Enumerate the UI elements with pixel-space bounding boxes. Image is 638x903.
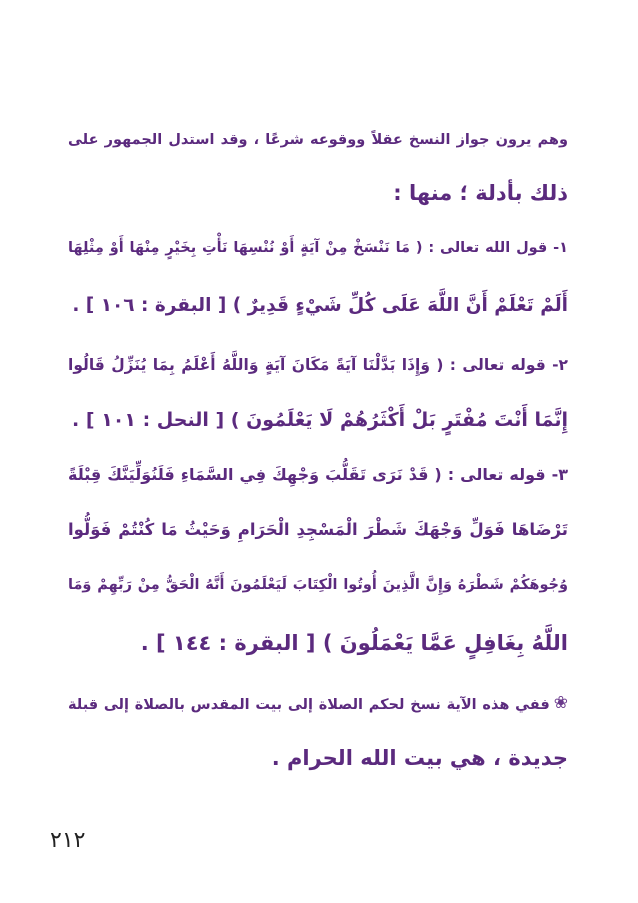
- text-line-8: تَرْضَاهَا فَوَلِّ وَجْهَكَ شَطْرَ الْمَسْجِدِ الْحَرَامِ وَحَيْثُ مَا كُنْتُمْ فَوَلُّوا: [68, 520, 568, 539]
- text-line-7: ٣- قوله تعالى : ( قَدْ نَرَى تَقَلُّبَ وَجْهِكَ فِي السَّمَاءِ فَلَنُوَلِّيَنَّكَ قِبْلَةً: [68, 465, 568, 484]
- text-line-9: وُجُوهَكُمْ شَطْرَهُ وَإِنَّ الَّذِينَ أُوتُوا الْكِتَابَ لَيَعْلَمُونَ أَنَّهُ الْحَقُّ مِنْ رَبِّهِمْ وَمَا: [68, 577, 568, 593]
- text-line-4: أَلَمْ تَعْلَمْ أَنَّ اللَّهَ عَلَى كُلِّ شَيْءٍ قَدِيرٌ ) [ البقرة : ١٠٦ ] .: [72, 295, 568, 316]
- text-line-3: ١- قول الله تعالى : ( مَا نَنْسَخْ مِنْ آيَةٍ أَوْ نُنْسِهَا نَأْتِ بِخَيْرٍ مِنْهَا أَوْ مِثْلِهَا: [68, 240, 568, 256]
- text-line-12: جديدة ، هي بيت الله الحرام .: [271, 746, 568, 770]
- flower-marker-icon: ❀: [553, 693, 568, 713]
- text-line-6: إِنَّمَا أَنْتَ مُفْتَرٍ بَلْ أَكْثَرُهُمْ لَا يَعْلَمُونَ ) [ النحل : ١٠١ ] .: [72, 409, 568, 431]
- text-line-2: ذلك بأدلة ؛ منها :: [393, 181, 568, 205]
- page-number: ٢١٢: [50, 828, 86, 853]
- text-line-1: وهم يرون جواز النسخ عقلاً ووقوعه شرعًا ، وقد استدل الجمهور على: [68, 132, 568, 148]
- text-line-10: اللَّهُ بِغَافِلٍ عَمَّا يَعْمَلُونَ ) [ البقرة : ١٤٤ ] .: [140, 631, 568, 655]
- text-line-5: ٢- قوله تعالى : ( وَإِذَا بَدَّلْنَا آيَةً مَكَانَ آيَةٍ وَاللَّهُ أَعْلَمُ بِمَا يُنَزِّلُ قَالُوا: [68, 356, 568, 374]
- text-line-11: [68, 688, 568, 720]
- text-line-11-content: ففي هذه الآية نسخ لحكم الصلاة إلى بيت المقدس بالصلاة إلى قبلة: [68, 697, 550, 713]
